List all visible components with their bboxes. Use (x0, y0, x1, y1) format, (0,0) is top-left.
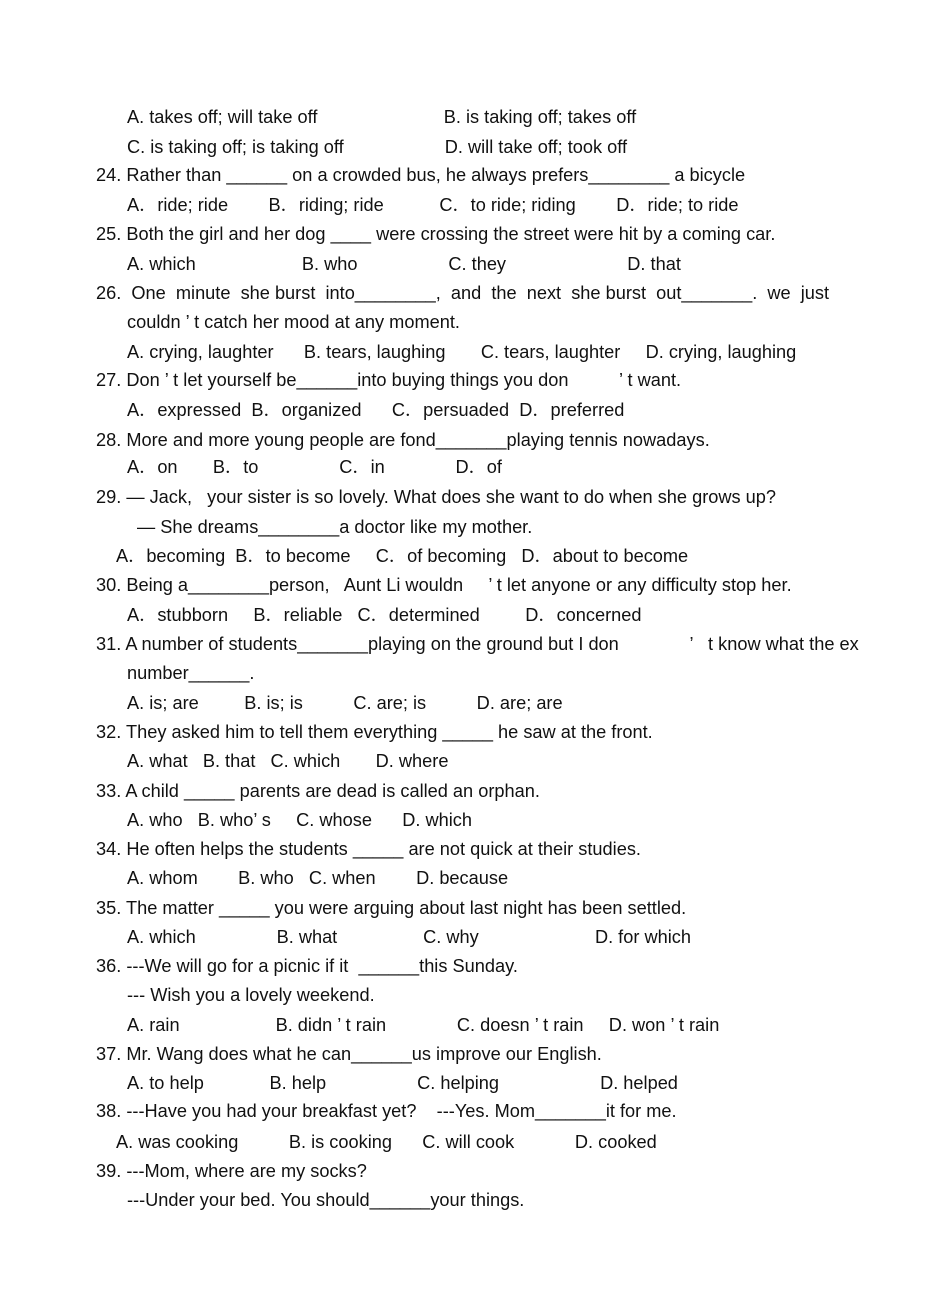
question-27: 27. Don ’ t let yourself be______into buying things you don ’ t want. (96, 370, 682, 390)
option-line: A. takes off; will take off B. is taking off; takes off (127, 107, 637, 127)
option-line: A．ride; ride B．riding; ride C．to ride; riding D．ride; to ride (127, 195, 739, 215)
question-25: 25. Both the girl and her dog ____ were crossing the street were hit by a coming car. (96, 224, 776, 244)
question-30: 30. Being a________person, Aunt Li wouldn ’ t let anyone or any difficulty stop her. (96, 575, 792, 595)
option-line: A. which B. what C. why D. for which (127, 927, 691, 947)
option-line: A．expressed B．organized C．persuaded D．preferred (127, 400, 625, 420)
question-26-continued: couldn ’ t catch her mood at any moment. (127, 312, 460, 332)
question-39: 39. ---Mom, where are my socks? (96, 1161, 367, 1181)
option-line: C. is taking off; is taking off D. will take off; took off (127, 137, 628, 157)
option-line: A. what B. that C. which D. where (127, 751, 449, 771)
option-line: A. rain B. didn ’ t rain C. doesn ’ t rain D. won ’ t rain (127, 1015, 720, 1035)
question-28: 28. More and more young people are fond_______playing tennis nowadays. (96, 430, 710, 450)
option-line: A．on B．to C．in D．of (127, 457, 502, 477)
question-26: 26. One minute she burst into________, and the next she burst out_______. we just (96, 283, 830, 303)
option-line: A. who B. who’ s C. whose D. which (127, 810, 473, 830)
question-36: 36. ---We will go for a picnic if it ______this Sunday. (96, 956, 518, 976)
question-33: 33. A child _____ parents are dead is called an orphan. (96, 781, 540, 801)
question-24: 24. Rather than ______ on a crowded bus, he always prefers________ a bicycle (96, 165, 746, 185)
question-29-reply: — She dreams________a doctor like my mother. (137, 517, 533, 537)
question-29: 29. — Jack, your sister is so lovely. What does she want to do when she grows up? (96, 487, 776, 507)
question-37: 37. Mr. Wang does what he can______us improve our English. (96, 1044, 602, 1064)
question-31-continued: number______. (127, 663, 255, 683)
option-line: A．becoming B．to become C．of becoming D．about to become (116, 546, 689, 566)
question-38: 38. ---Have you had your breakfast yet? ---Yes. Mom_______it for me. (96, 1101, 677, 1121)
option-line: A. which B. who C. they D. that (127, 254, 681, 274)
option-line: A. crying, laughter B. tears, laughing C. tears, laughter D. crying, laughing (127, 342, 797, 362)
question-31: 31. A number of students_______playing on the ground but I don ’ t know what the ex (96, 634, 859, 654)
option-line: A. was cooking B. is cooking C. will cook D. cooked (116, 1132, 657, 1152)
option-line: A. is; are B. is; is C. are; is D. are; are (127, 693, 563, 713)
question-32: 32. They asked him to tell them everything _____ he saw at the front. (96, 722, 653, 742)
option-line: A. to help B. help C. helping D. helped (127, 1073, 678, 1093)
option-line: A．stubborn B．reliable C．determined D．concerned (127, 605, 642, 625)
option-line: A. whom B. who C. when D. because (127, 868, 509, 888)
question-35: 35. The matter _____ you were arguing about last night has been settled. (96, 898, 687, 918)
question-36-reply: --- Wish you a lovely weekend. (127, 985, 375, 1005)
question-39-reply: ---Under your bed. You should______your things. (127, 1190, 525, 1210)
question-34: 34. He often helps the students _____ are not quick at their studies. (96, 839, 641, 859)
